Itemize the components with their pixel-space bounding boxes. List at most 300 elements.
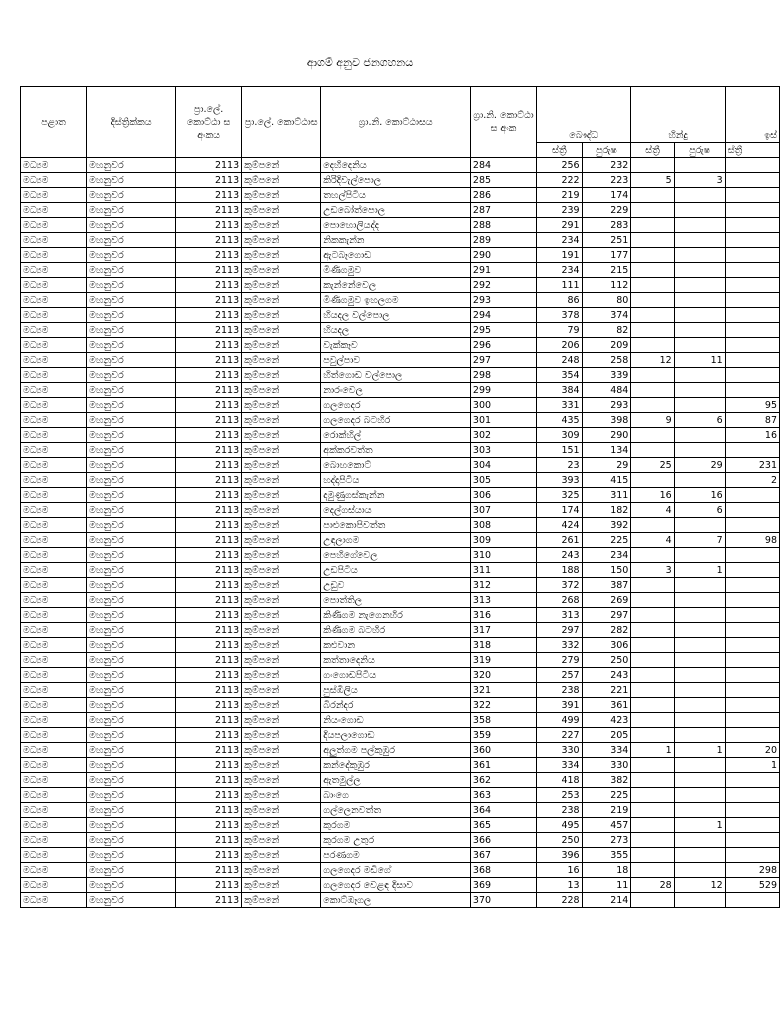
cell-gn-name: හිත්ගොඩ වල්පොල <box>321 368 471 383</box>
cell-islam-female: 529 <box>725 878 779 893</box>
cell-buddhist-male: 177 <box>582 248 631 263</box>
cell-gn-code: 302 <box>470 428 536 443</box>
cell-hindu-male: 6 <box>674 503 725 518</box>
cell-district: මහනුවර <box>87 833 176 848</box>
cell-district: මහනුවර <box>87 758 176 773</box>
cell-district: මහනුවර <box>87 473 176 488</box>
cell-islam-female <box>725 608 779 623</box>
cell-province: මධ්‍යම <box>21 788 87 803</box>
cell-hindu-female: 1 <box>631 743 674 758</box>
cell-buddhist-female: 334 <box>537 758 583 773</box>
cell-gn-code: 292 <box>470 278 536 293</box>
cell-district: මහනුවර <box>87 863 176 878</box>
cell-ds-code: 2113 <box>176 473 242 488</box>
cell-islam-female <box>725 713 779 728</box>
table-body <box>21 158 780 908</box>
cell-hindu-male <box>674 713 725 728</box>
cell-hindu-male: 1 <box>674 743 725 758</box>
cell-gn-code: 366 <box>470 833 536 848</box>
cell-district: මහනුවර <box>87 353 176 368</box>
cell-district: මහනුවර <box>87 323 176 338</box>
table-row <box>21 338 780 353</box>
cell-ds-name: කුම්පනේ <box>242 188 321 203</box>
cell-ds-code: 2113 <box>176 743 242 758</box>
cell-buddhist-female: 151 <box>537 443 583 458</box>
cell-buddhist-male: 398 <box>582 413 631 428</box>
cell-gn-code: 317 <box>470 623 536 638</box>
cell-buddhist-female: 174 <box>537 503 583 518</box>
cell-gn-name: නාරංවෙල <box>321 383 471 398</box>
cell-islam-female: 2 <box>725 473 779 488</box>
cell-province: මධ්‍යම <box>21 893 87 908</box>
cell-province: මධ්‍යම <box>21 443 87 458</box>
table-row <box>21 518 780 533</box>
cell-ds-name: කුම්පනේ <box>242 563 321 578</box>
cell-gn-code: 300 <box>470 398 536 413</box>
cell-province: මධ්‍යම <box>21 473 87 488</box>
cell-district: මහනුවර <box>87 563 176 578</box>
cell-ds-name: කුම්පනේ <box>242 653 321 668</box>
cell-gn-name: කැන්නේවෙල <box>321 278 471 293</box>
cell-ds-code: 2113 <box>176 878 242 893</box>
cell-islam-female <box>725 338 779 353</box>
cell-ds-code: 2113 <box>176 278 242 293</box>
cell-buddhist-male: 205 <box>582 728 631 743</box>
cell-hindu-female: 28 <box>631 878 674 893</box>
cell-hindu-male <box>674 368 725 383</box>
cell-islam-female: 95 <box>725 398 779 413</box>
table-row <box>21 158 780 173</box>
cell-district: මහනුවර <box>87 218 176 233</box>
cell-hindu-male: 7 <box>674 533 725 548</box>
cell-hindu-female <box>631 638 674 653</box>
table-row <box>21 758 780 773</box>
cell-buddhist-male: 273 <box>582 833 631 848</box>
cell-buddhist-male: 387 <box>582 578 631 593</box>
cell-gn-code: 368 <box>470 863 536 878</box>
cell-district: මහනුවර <box>87 368 176 383</box>
cell-province: මධ්‍යම <box>21 803 87 818</box>
cell-district: මහනුවර <box>87 383 176 398</box>
cell-gn-code: 319 <box>470 653 536 668</box>
cell-ds-name: කුම්පනේ <box>242 248 321 263</box>
cell-buddhist-male: 18 <box>582 863 631 878</box>
cell-gn-name: හද්දාපිටිය <box>321 473 471 488</box>
cell-islam-female <box>725 323 779 338</box>
cell-hindu-male <box>674 248 725 263</box>
cell-province: මධ්‍යම <box>21 218 87 233</box>
cell-ds-name: කුම්පනේ <box>242 878 321 893</box>
cell-buddhist-male: 29 <box>582 458 631 473</box>
cell-buddhist-male: 251 <box>582 233 631 248</box>
cell-islam-female <box>725 893 779 908</box>
cell-province: මධ්‍යම <box>21 188 87 203</box>
cell-hindu-female <box>631 698 674 713</box>
cell-gn-name: පෙහිගේවෙල <box>321 548 471 563</box>
cell-gn-name: දෙල්ගස්යාය <box>321 503 471 518</box>
cell-hindu-female <box>631 863 674 878</box>
cell-hindu-female: 12 <box>631 353 674 368</box>
report-title: ආගම් අනුව ජනගහනය <box>306 56 414 69</box>
cell-islam-female <box>725 203 779 218</box>
cell-ds-code: 2113 <box>176 593 242 608</box>
cell-province: මධ්‍යම <box>21 833 87 848</box>
cell-gn-name: පරණගම <box>321 848 471 863</box>
table-row <box>21 308 780 323</box>
cell-buddhist-male: 282 <box>582 623 631 638</box>
cell-ds-name: කුම්පනේ <box>242 488 321 503</box>
cell-buddhist-male: 243 <box>582 668 631 683</box>
table-row <box>21 623 780 638</box>
table-row <box>21 773 780 788</box>
cell-buddhist-female: 279 <box>537 653 583 668</box>
cell-ds-name: කුම්පනේ <box>242 698 321 713</box>
cell-gn-name: මිණිගමුව ඉහලගම <box>321 293 471 308</box>
cell-buddhist-female: 256 <box>537 158 583 173</box>
cell-district: මහනුවර <box>87 818 176 833</box>
cell-islam-female <box>725 773 779 788</box>
cell-province: මධ්‍යම <box>21 863 87 878</box>
cell-province: මධ්‍යම <box>21 818 87 833</box>
cell-buddhist-male: 415 <box>582 473 631 488</box>
cell-islam-female <box>725 308 779 323</box>
cell-buddhist-male: 258 <box>582 353 631 368</box>
cell-buddhist-male: 225 <box>582 533 631 548</box>
cell-hindu-female <box>631 803 674 818</box>
cell-gn-name: හියදල <box>321 323 471 338</box>
table-row <box>21 803 780 818</box>
cell-gn-code: 309 <box>470 533 536 548</box>
header-buddhist: බෞද්ධ <box>537 87 631 143</box>
cell-hindu-male <box>674 323 725 338</box>
cell-hindu-male <box>674 698 725 713</box>
cell-gn-name: අක්කරවත්ත <box>321 443 471 458</box>
cell-hindu-male <box>674 518 725 533</box>
cell-hindu-female <box>631 398 674 413</box>
cell-gn-name: උඩපිටිය <box>321 563 471 578</box>
cell-province: මධ්‍යම <box>21 578 87 593</box>
cell-hindu-female: 3 <box>631 563 674 578</box>
cell-province: මධ්‍යම <box>21 293 87 308</box>
cell-islam-female: 1 <box>725 758 779 773</box>
cell-hindu-male <box>674 593 725 608</box>
cell-province: මධ්‍යම <box>21 533 87 548</box>
cell-gn-name: ඇතමුල්ල <box>321 773 471 788</box>
cell-province: මධ්‍යම <box>21 278 87 293</box>
cell-ds-code: 2113 <box>176 773 242 788</box>
cell-hindu-female: 4 <box>631 503 674 518</box>
table-row <box>21 278 780 293</box>
cell-province: මධ්‍යම <box>21 623 87 638</box>
cell-ds-code: 2113 <box>176 788 242 803</box>
cell-gn-code: 289 <box>470 233 536 248</box>
cell-buddhist-female: 219 <box>537 188 583 203</box>
cell-hindu-male <box>674 203 725 218</box>
cell-province: මධ්‍යම <box>21 563 87 578</box>
cell-gn-code: 304 <box>470 458 536 473</box>
cell-ds-code: 2113 <box>176 233 242 248</box>
cell-hindu-male: 1 <box>674 563 725 578</box>
cell-gn-code: 284 <box>470 158 536 173</box>
cell-gn-code: 320 <box>470 668 536 683</box>
cell-ds-code: 2113 <box>176 203 242 218</box>
cell-ds-code: 2113 <box>176 443 242 458</box>
cell-province: මධ්‍යම <box>21 488 87 503</box>
cell-province: මධ්‍යම <box>21 458 87 473</box>
cell-buddhist-female: 261 <box>537 533 583 548</box>
cell-hindu-female <box>631 683 674 698</box>
cell-islam-female <box>725 803 779 818</box>
cell-hindu-female <box>631 218 674 233</box>
cell-ds-code: 2113 <box>176 308 242 323</box>
table-row <box>21 728 780 743</box>
cell-ds-name: කුම්පනේ <box>242 893 321 908</box>
cell-district: මහනුවර <box>87 293 176 308</box>
cell-buddhist-female: 227 <box>537 728 583 743</box>
cell-hindu-female: 9 <box>631 413 674 428</box>
cell-buddhist-male: 297 <box>582 608 631 623</box>
cell-hindu-female <box>631 383 674 398</box>
cell-hindu-male <box>674 728 725 743</box>
cell-ds-code: 2113 <box>176 683 242 698</box>
cell-hindu-male <box>674 893 725 908</box>
cell-islam-female: 87 <box>725 413 779 428</box>
cell-gn-code: 322 <box>470 698 536 713</box>
cell-buddhist-female: 291 <box>537 218 583 233</box>
cell-gn-code: 311 <box>470 563 536 578</box>
cell-province: මධ්‍යම <box>21 653 87 668</box>
cell-buddhist-male: 355 <box>582 848 631 863</box>
table-row <box>21 323 780 338</box>
cell-hindu-female <box>631 518 674 533</box>
cell-gn-name: බිරන්දර <box>321 698 471 713</box>
cell-buddhist-male: 311 <box>582 488 631 503</box>
cell-hindu-female <box>631 248 674 263</box>
cell-buddhist-male: 150 <box>582 563 631 578</box>
cell-district: මහනුවර <box>87 413 176 428</box>
cell-gn-code: 362 <box>470 773 536 788</box>
cell-ds-name: කුම්පනේ <box>242 308 321 323</box>
cell-province: මධ්‍යම <box>21 158 87 173</box>
table-row <box>21 473 780 488</box>
cell-gn-code: 301 <box>470 413 536 428</box>
cell-hindu-female <box>631 818 674 833</box>
cell-buddhist-female: 234 <box>537 263 583 278</box>
cell-province: මධ්‍යම <box>21 248 87 263</box>
header-buddhist-female: ස්ත්‍රී <box>537 143 583 158</box>
cell-province: මධ්‍යම <box>21 638 87 653</box>
cell-islam-female <box>725 503 779 518</box>
cell-buddhist-female: 330 <box>537 743 583 758</box>
cell-district: මහනුවර <box>87 503 176 518</box>
cell-ds-name: කුම්පනේ <box>242 383 321 398</box>
cell-buddhist-female: 313 <box>537 608 583 623</box>
cell-gn-name: දියපලාගොඩ <box>321 728 471 743</box>
header-district: දිස්ත්‍රික්කය <box>87 87 176 158</box>
cell-buddhist-male: 334 <box>582 743 631 758</box>
header-gn-code: ග්‍රා.නි. කොට්ඨා ස අංක <box>470 87 536 158</box>
cell-ds-name: කුම්පනේ <box>242 623 321 638</box>
cell-buddhist-female: 238 <box>537 803 583 818</box>
cell-hindu-male <box>674 863 725 878</box>
cell-hindu-female: 25 <box>631 458 674 473</box>
cell-islam-female <box>725 263 779 278</box>
cell-buddhist-female: 79 <box>537 323 583 338</box>
table-row <box>21 218 780 233</box>
cell-district: මහනුවර <box>87 593 176 608</box>
cell-hindu-female: 5 <box>631 173 674 188</box>
cell-province: මධ්‍යම <box>21 383 87 398</box>
cell-province: මධ්‍යම <box>21 758 87 773</box>
table-row <box>21 428 780 443</box>
cell-hindu-male <box>674 158 725 173</box>
cell-ds-code: 2113 <box>176 578 242 593</box>
table-row <box>21 533 780 548</box>
cell-ds-code: 2113 <box>176 488 242 503</box>
cell-hindu-male <box>674 773 725 788</box>
cell-buddhist-female: 495 <box>537 818 583 833</box>
cell-ds-name: කුම්පනේ <box>242 773 321 788</box>
cell-gn-name: පවුල්පාව <box>321 353 471 368</box>
cell-hindu-female <box>631 188 674 203</box>
cell-buddhist-male: 11 <box>582 878 631 893</box>
cell-buddhist-female: 325 <box>537 488 583 503</box>
cell-gn-code: 293 <box>470 293 536 308</box>
cell-hindu-female <box>631 338 674 353</box>
header-hindu: හින්දු <box>631 87 725 143</box>
cell-islam-female <box>725 833 779 848</box>
cell-buddhist-female: 222 <box>537 173 583 188</box>
cell-buddhist-male: 250 <box>582 653 631 668</box>
cell-gn-name: නියංගොඩ <box>321 713 471 728</box>
cell-buddhist-male: 269 <box>582 593 631 608</box>
cell-ds-code: 2113 <box>176 353 242 368</box>
cell-ds-name: කුම්පනේ <box>242 263 321 278</box>
cell-islam-female <box>725 563 779 578</box>
cell-buddhist-female: 499 <box>537 713 583 728</box>
table-row <box>21 263 780 278</box>
cell-gn-name: කුරගම <box>321 818 471 833</box>
cell-gn-name: වැක්කෑව <box>321 338 471 353</box>
cell-islam-female <box>725 383 779 398</box>
cell-ds-code: 2113 <box>176 848 242 863</box>
cell-buddhist-male: 293 <box>582 398 631 413</box>
cell-gn-code: 361 <box>470 758 536 773</box>
cell-province: මධ්‍යම <box>21 878 87 893</box>
cell-ds-name: කුම්පනේ <box>242 848 321 863</box>
cell-islam-female <box>725 683 779 698</box>
cell-buddhist-female: 206 <box>537 338 583 353</box>
cell-gn-name: බාංගෙ <box>321 788 471 803</box>
table-row <box>21 683 780 698</box>
cell-hindu-male <box>674 788 725 803</box>
cell-ds-code: 2113 <box>176 533 242 548</box>
table-row <box>21 653 780 668</box>
cell-ds-code: 2113 <box>176 818 242 833</box>
header-province: පළාත <box>21 87 87 158</box>
cell-hindu-male <box>674 293 725 308</box>
cell-hindu-male <box>674 653 725 668</box>
table-row <box>21 488 780 503</box>
cell-buddhist-female: 86 <box>537 293 583 308</box>
cell-buddhist-female: 372 <box>537 578 583 593</box>
cell-ds-name: කුම්පනේ <box>242 743 321 758</box>
cell-district: මහනුවර <box>87 263 176 278</box>
cell-ds-code: 2113 <box>176 383 242 398</box>
cell-province: මධ්‍යම <box>21 743 87 758</box>
cell-gn-code: 358 <box>470 713 536 728</box>
cell-gn-code: 294 <box>470 308 536 323</box>
cell-islam-female <box>725 278 779 293</box>
cell-islam-female: 20 <box>725 743 779 758</box>
cell-gn-name: බොහකොට් <box>321 458 471 473</box>
cell-hindu-male: 1 <box>674 818 725 833</box>
cell-gn-code: 291 <box>470 263 536 278</box>
cell-gn-name: ගංගොඩපිටිය <box>321 668 471 683</box>
cell-buddhist-female: 228 <box>537 893 583 908</box>
cell-buddhist-female: 393 <box>537 473 583 488</box>
cell-hindu-female <box>631 623 674 638</box>
cell-hindu-male <box>674 263 725 278</box>
cell-district: මහනුවර <box>87 188 176 203</box>
cell-islam-female <box>725 368 779 383</box>
cell-hindu-male <box>674 278 725 293</box>
cell-buddhist-male: 423 <box>582 713 631 728</box>
header-hindu-male: පුරුෂ <box>674 143 725 158</box>
cell-province: මධ්‍යම <box>21 728 87 743</box>
cell-ds-name: කුම්පනේ <box>242 578 321 593</box>
cell-hindu-male <box>674 338 725 353</box>
cell-hindu-female <box>631 263 674 278</box>
cell-buddhist-male: 229 <box>582 203 631 218</box>
cell-gn-code: 299 <box>470 383 536 398</box>
cell-hindu-male <box>674 608 725 623</box>
table-row <box>21 173 780 188</box>
cell-hindu-female: 4 <box>631 533 674 548</box>
cell-gn-code: 306 <box>470 488 536 503</box>
cell-hindu-male <box>674 668 725 683</box>
cell-district: මහනුවර <box>87 743 176 758</box>
cell-buddhist-male: 174 <box>582 188 631 203</box>
table-row <box>21 293 780 308</box>
cell-ds-code: 2113 <box>176 413 242 428</box>
table-row <box>21 863 780 878</box>
cell-buddhist-male: 339 <box>582 368 631 383</box>
cell-province: මධ්‍යම <box>21 308 87 323</box>
cell-ds-code: 2113 <box>176 653 242 668</box>
cell-district: මහනුවර <box>87 653 176 668</box>
cell-gn-name: කිණිගම බටහිර <box>321 623 471 638</box>
cell-province: මධ්‍යම <box>21 548 87 563</box>
cell-buddhist-female: 435 <box>537 413 583 428</box>
cell-buddhist-female: 23 <box>537 458 583 473</box>
cell-ds-name: කුම්පනේ <box>242 833 321 848</box>
cell-ds-name: කුම්පනේ <box>242 158 321 173</box>
cell-islam-female <box>725 173 779 188</box>
cell-islam-female <box>725 788 779 803</box>
cell-islam-female <box>725 578 779 593</box>
cell-gn-code: 308 <box>470 518 536 533</box>
cell-buddhist-male: 219 <box>582 803 631 818</box>
cell-hindu-female <box>631 203 674 218</box>
header-buddhist-male: පුරුෂ <box>582 143 631 158</box>
table-row <box>21 743 780 758</box>
cell-hindu-female <box>631 773 674 788</box>
cell-islam-female <box>725 623 779 638</box>
cell-gn-code: 297 <box>470 353 536 368</box>
table-row <box>21 713 780 728</box>
table-row <box>21 443 780 458</box>
